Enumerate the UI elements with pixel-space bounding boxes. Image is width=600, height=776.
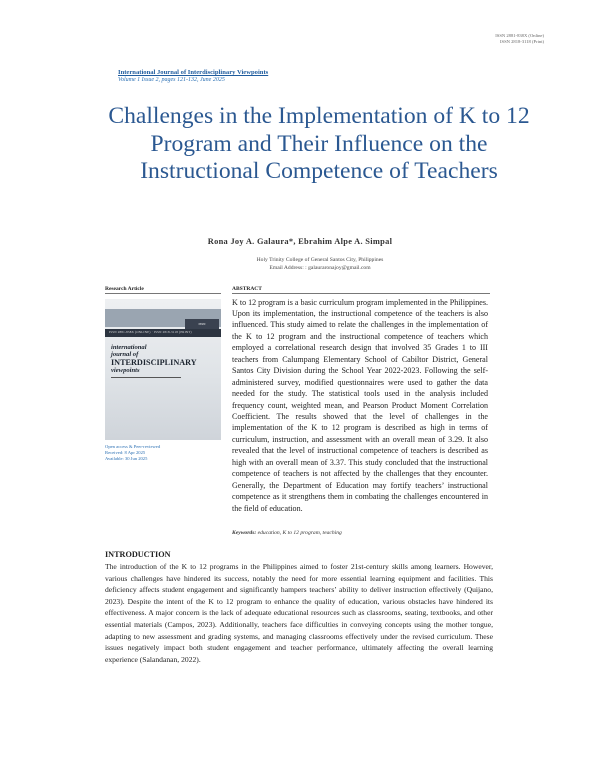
issn-block [495, 33, 544, 45]
sidebar-divider [105, 293, 221, 294]
journal-cover-image [105, 299, 221, 440]
article-meta [105, 444, 160, 462]
cover-title-line: INTERDISCIPLINARY [111, 358, 197, 367]
available-date: Available: 30 Jun 2025 [105, 456, 148, 461]
keywords-line [232, 530, 342, 536]
author-list: Rona Joy A. Galaura*, Ebrahim Alpe A. Simpal [207, 237, 393, 246]
author-email: Email Address: : galauraronajoy@gmail.com [269, 265, 371, 271]
affiliation-block [160, 256, 480, 272]
keywords-list: education, K to 12 program, teaching [257, 530, 342, 536]
journal-header [118, 69, 268, 83]
volume-info: Volume 1 Issue 2, pages 121-132, June 2025 [118, 77, 225, 83]
cover-title-line: viewpoints [111, 367, 140, 374]
abstract-label: ABSTRACT [232, 286, 262, 292]
cover-rule [111, 377, 181, 378]
cover-title-line: journal of [111, 351, 139, 358]
introduction-heading: INTRODUCTION [105, 550, 171, 559]
abstract-text: K to 12 program is a basic curriculum program implemented in the Philippines. Upon its implementation, the instructional competence of the teachers is also influenced. This study aimed to relate the challenges in the implementation of the K to 12 program and the instructional competence of teachers which employed a correlational research design that involved 35 Grades 1 to III teachers from Calumpang Elementary School of Cabiltor District, General Santos City Division during the School Year 2022-2023. Following the self-administered survey, modified questionnaires were used to gather the data needed for the study. The statistical tools used in the analysis included frequency count, weighted mean, and Pearson Product Moment Correlation Coefficient. The results showed that the level of challenges in the implementation of the K to 12 program is described as high in terms of curriculum, instruction, and assessment with an overall mean of 3.29. It also revealed that the level of instructional competence of teachers is described as high with an overall mean of 3.37. This study concluded that the instructional competence of teachers is not affected by the challenges that they encounter. Generally, the Department of Education may fortify teachers’ instructional competence as it strengthens them in combating the challenges encountered in the field of education. [232, 297, 488, 513]
cover-strip-text: ISSN 2881-838X (ONLINE) · ISSN 2818-3118 (PRINT) [109, 330, 192, 334]
paper-title: Challenges in the Implementation of K to 12 Program and Their Influence on the Instructional Competence of Teachers [108, 103, 530, 185]
article-type-label: Research Article [105, 286, 144, 292]
open-access-note: Open access & Peer-reviewed [105, 444, 161, 449]
affiliation: Holy Trinity College of General Santos City, Philippines [256, 257, 384, 263]
cover-title-line: international [111, 344, 147, 351]
received-date: Received: 8 Apr 2025 [105, 450, 146, 455]
issn-print: ISSN 2818-3118 (Print) [500, 39, 544, 44]
cover-badge: ISSN [185, 319, 219, 329]
issn-online: ISSN 2881-838X (Online) [495, 33, 544, 38]
keywords-label: Keywords: [232, 530, 257, 536]
introduction-text: The introduction of the K to 12 programs in the Philippines aimed to foster 21st-century skills among learners. However, various challenges have hindered its success, notably the need for more essential learning equipment and facilities. This deficiency affects student engagement and significantly hampers teachers’ ability to deliver instruction effectively (Quijano, 2023). Despite the intent of the K to 12 program to enhance the quality of education, various obstacles have hindered its effectiveness. A major concern is the lack of adequate educational resources such as classrooms, seating, textbooks, and other essential materials (Campos, 2023). Additionally, teachers face difficulties in conveying concepts using the mother tongue, adapting to new assessment and grading systems, and managing classrooms effectively under the revised curriculum. These issues negatively impact both student engagement and teacher performance, ultimately affecting the overall learning experience (Salandanan, 2022). [105, 562, 493, 664]
abstract-divider [232, 293, 490, 294]
journal-name-link[interactable]: International Journal of Interdisciplinary Viewpoints [118, 69, 269, 76]
